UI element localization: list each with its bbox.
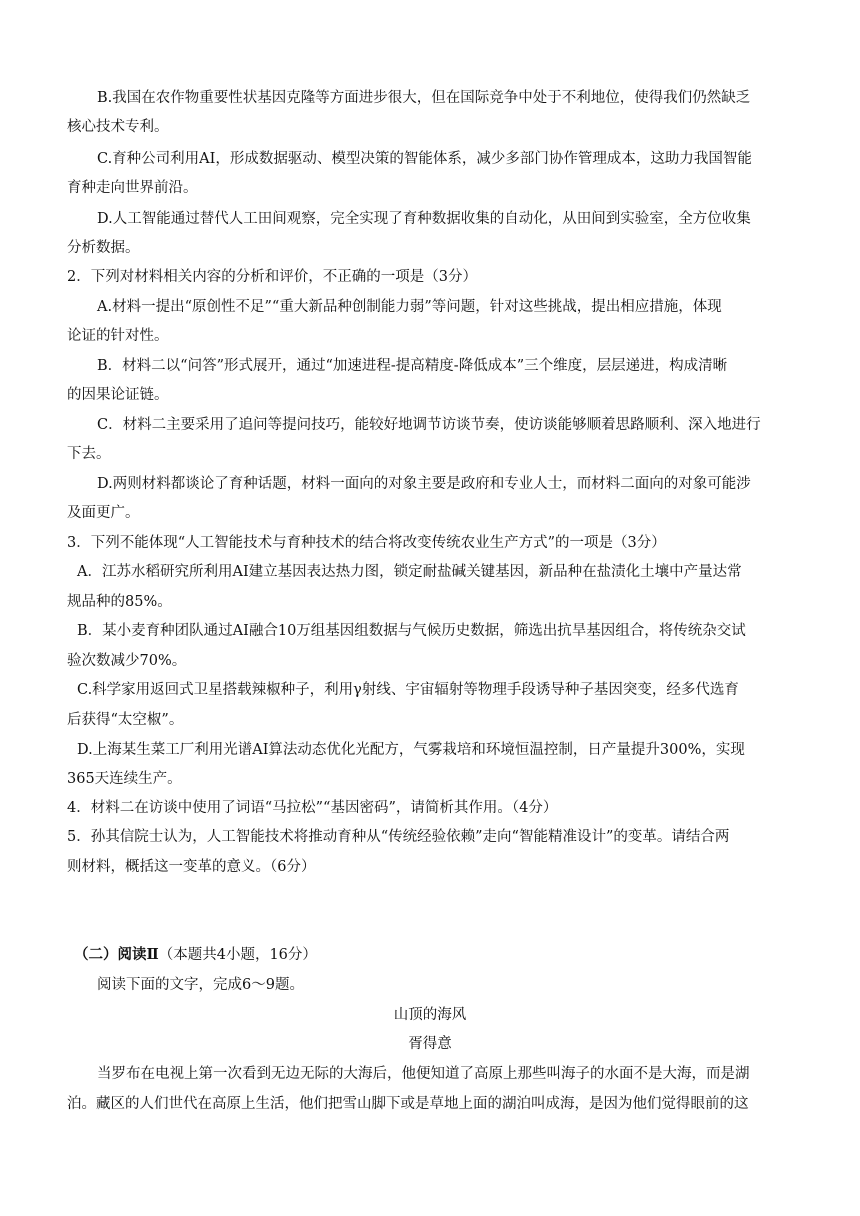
q3-option-a-line2: 规品种的85%。 (67, 594, 172, 610)
q3-option-c-line1: C.科学家用返回式卫星搭载辣椒种子，利用γ射线、宇宙辐射等物理手段诱导种子基因突变，经多代选育 (77, 682, 739, 698)
story-author: 胥得意 (408, 1036, 452, 1052)
reading-instruction: 阅读下面的文字，完成6～9题。 (97, 977, 304, 993)
q1-option-d-line1: D.人工智能通过替代人工田间观察，完全实现了育种数据收集的自动化，从田间到实验室，全方位收集 (97, 211, 751, 227)
question-5-line2: 则材料，概括这一变革的意义。（6分） (67, 859, 316, 875)
q1-option-b-line1: B.我国在农作物重要性状基因克隆等方面进步很大，但在国际竞争中处于不利地位，使得我们仍然缺乏 (97, 90, 751, 106)
q1-option-d-line2: 分析数据。 (67, 240, 140, 256)
q2-option-c-line1: C．材料二主要采用了追问等提问技巧，能较好地调节访谈节奏，使访谈能够顺着思路顺利、深入地进行 (97, 417, 761, 433)
q1-option-b-line2: 核心技术专利。 (67, 119, 169, 135)
section-2-heading (74, 945, 317, 965)
q2-option-d-line1: D.两则材料都谈论了育种话题，材料一面向的对象主要是政府和专业人士，而材料二面向的对象可能涉 (97, 476, 751, 492)
section-2-title: （二）阅读Ⅱ (74, 946, 159, 963)
story-paragraph-line1: 当罗布在电视上第一次看到无边无际的大海后，他便知道了高原上那些叫海子的水面不是大海，而是湖 (97, 1066, 750, 1082)
q2-option-c-line2: 下去。 (67, 446, 111, 462)
q2-option-a-line2: 论证的针对性。 (67, 328, 169, 344)
question-2-stem: 2．下列对材料相关内容的分析和评价，不正确的一项是（3分） (67, 269, 477, 285)
question-5-line1: 5．孙其信院士认为，人工智能技术将推动育种从“传统经验依赖”走向“智能精准设计”的变革。请结合两 (67, 829, 730, 845)
q3-option-d-line2: 365天连续生产。 (67, 771, 182, 787)
q2-option-b-line2: 的因果论证链。 (67, 387, 169, 403)
q3-option-a-line1: A．江苏水稻研究所利用AI建立基因表达热力图，锁定耐盐碱关键基因，新品种在盐渍化土壤中产量达常 (77, 564, 742, 580)
q2-option-b-line1: B．材料二以“问答”形式展开，通过“加速进程-提高精度-降低成本”三个维度，层层递进，构成清晰 (97, 358, 728, 374)
story-paragraph-line2: 泊。藏区的人们世代在高原上生活，他们把雪山脚下或是草地上面的湖泊叫成海，是因为他们觉得眼前的这 (67, 1096, 749, 1112)
section-2-note: （本题共4小题，16分） (158, 947, 317, 963)
q3-option-b-line2: 验次数减少70%。 (67, 653, 187, 669)
q3-option-d-line1: D.上海某生菜工厂利用光谱AI算法动态优化光配方，气雾栽培和环境恒温控制，日产量提升300%，实现 (77, 742, 745, 758)
q3-option-c-line2: 后获得“太空椒”。 (67, 712, 184, 728)
q3-option-b-line1: B．某小麦育种团队通过AI融合10万组基因组数据与气候历史数据，筛选出抗旱基因组合，将传统杂交试 (77, 623, 746, 639)
story-title: 山顶的海风 (393, 1007, 467, 1023)
q1-option-c-line2: 育种走向世界前沿。 (67, 180, 198, 196)
question-4: 4．材料二在访谈中使用了词语“马拉松”“基因密码”，请简析其作用。（4分） (67, 800, 558, 816)
q2-option-d-line2: 及面更广。 (67, 505, 140, 521)
question-3-stem: 3．下列不能体现“人工智能技术与育种技术的结合将改变传统农业生产方式”的一项是（3分） (67, 535, 666, 551)
q2-option-a-line1: A.材料一提出“原创性不足”“重大新品种创制能力弱”等问题，针对这些挑战，提出相应措施，体现 (97, 299, 722, 315)
q1-option-c-line1: C.育种公司利用AI，形成数据驱动、模型决策的智能体系，减少多部门协作管理成本，这助力我国智能 (97, 151, 752, 167)
